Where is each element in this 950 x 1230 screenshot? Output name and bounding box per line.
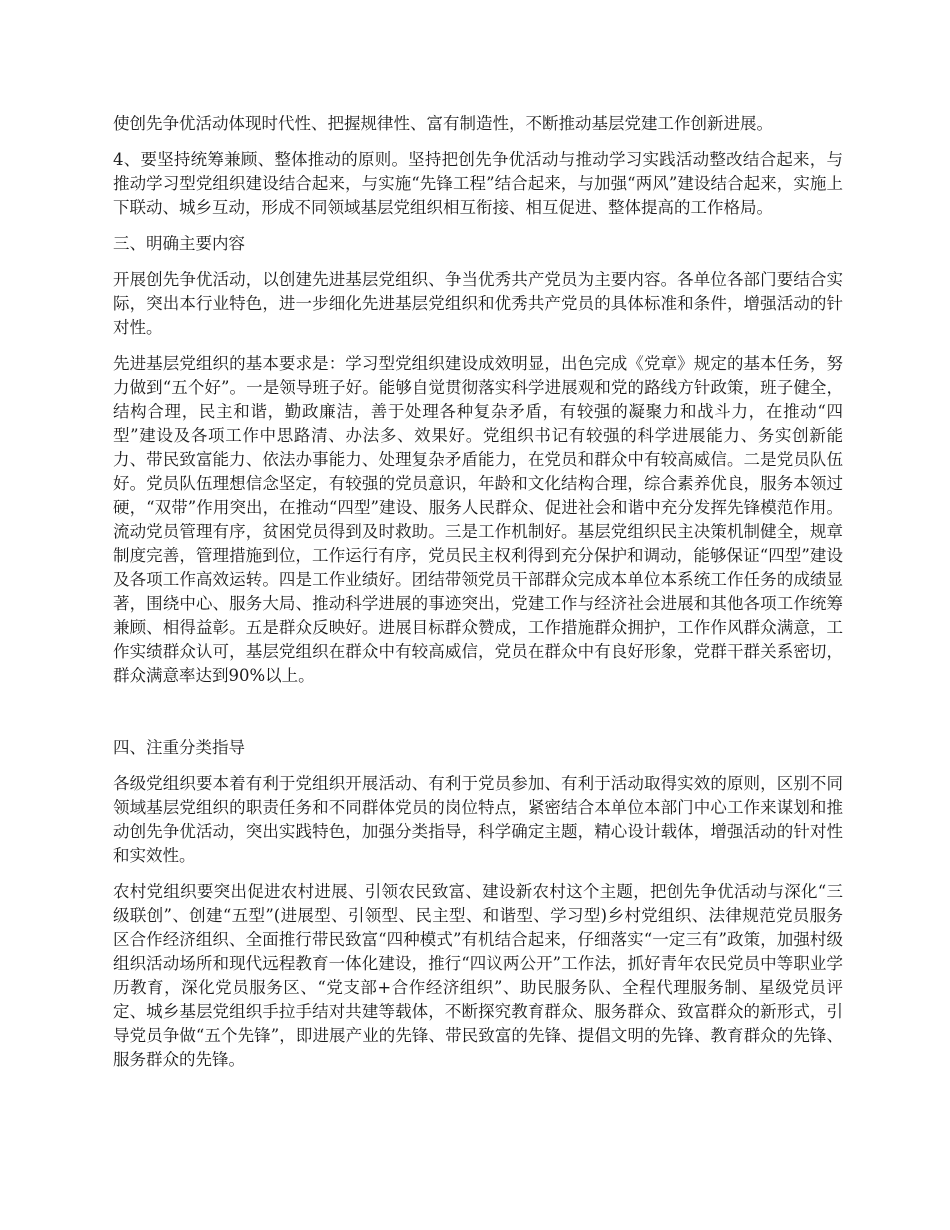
section-heading-4: 四、注重分类指导: [113, 738, 245, 757]
paragraph-principle-4: 4、要坚持统筹兼顾、整体推动的原则。坚持把创先争优活动与推动学习实践活动整改结合起来，与推动学习型党组织建设结合起来，与实施“先锋工程”结合起来，与加强“两风”建设结合起来，实施上下联动、城乡互动，形成不同领域基层党组织相互衔接、相互促进、整体提高的工作格局。: [113, 150, 843, 217]
paragraph-main-content: 开展创先争优活动，以创建先进基层党组织、争当优秀共产党员为主要内容。各单位各部门要结合实际，突出本行业特色，进一步细化先进基层党组织和优秀共产党员的具体标准和条件，增强活动的针对性。: [113, 270, 843, 337]
paragraph-classified-guidance: 各级党组织要本着有利于党组织开展活动、有利于党员参加、有利于活动取得实效的原则，区别不同领域基层党组织的职责任务和不同群体党员的岗位特点，紧密结合本单位本部门中心工作来谋划和推动创先争优活动，突出实践特色，加强分类指导，科学确定主题，精心设计载体，增强活动的针对性和实效性。: [113, 774, 843, 865]
section-heading-3: 三、明确主要内容: [113, 234, 245, 253]
paragraph-basic-requirements: 先进基层党组织的基本要求是：学习型党组织建设成效明显，出色完成《党章》规定的基本任务，努力做到“五个好”。一是领导班子好。能够自觉贯彻落实科学进展观和党的路线方针政策，班子健全，结构合理，民主和谐，勤政廉洁，善于处理各种复杂矛盾，有较强的凝聚力和战斗力，在推动“四型”建设及各项工作中思路清、办法多、效果好。党组织书记有较强的科学进展能力、务实创新能力、带民致富能力、依法办事能力、处理复杂矛盾能力，在党员和群众中有较高威信。二是党员队伍好。党员队伍理想信念坚定，有较强的党员意识，年龄和文化结构合理，综合素养优良，服务本领过硬，“双带”作用突出，在推动“四型”建设、服务人民群众、促进社会和谐中充分发挥先锋模范作用。流动党员管理有序，贫困党员得到及时救助。三是工作机制好。基层党组织民主决策机制健全，规章制度完善，管理措施到位，工作运行有序，党员民主权利得到充分保护和调动，能够保证“四型”建设及各项工作高效运转。四是工作业绩好。团结带领党员干部群众完成本单位本系统工作任务的成绩显著，围绕中心、服务大局、推动科学进展的事迹突出，党建工作与经济社会进展和其他各项工作统筹兼顾、相得益彰。五是群众反映好。进展目标群众赞成，工作措施群众拥护，工作作风群众满意，工作实绩群众认可，基层党组织在群众中有较高威信，党员在群众中有良好形象，党群干群关系密切，群众满意率达到90%以上。: [113, 354, 843, 685]
paragraph-intro-continuation: 使创先争优活动体现时代性、把握规律性、富有制造性，不断推动基层党建工作创新进展。: [113, 114, 773, 133]
paragraph-rural-party-organizations: 农村党组织要突出促进农村进展、引领农民致富、建设新农村这个主题，把创先争优活动与深化“三级联创”、创建“五型”(进展型、引领型、民主型、和谐型、学习型)乡村党组织、法律规范党员服务区合作经济组织、全面推行带民致富“四种模式”有机结合起来，仔细落实“一定三有”政策，加强村级组织活动场所和现代远程教育一体化建设，推行“四议两公开”工作法，抓好青年农民党员中等职业学历教育，深化党员服务区、“党支部+合作经济组织”、助民服务队、全程代理服务制、星级党员评定、城乡基层党组织手拉手结对共建等载体，不断探究教育群众、服务群众、致富群众的新形式，引导党员争做“五个先锋”，即进展产业的先锋、带民致富的先锋、提倡文明的先锋、教育群众的先锋、服务群众的先锋。: [113, 882, 843, 1069]
document-body: [113, 112, 843, 1084]
blank-spacer: [113, 700, 843, 736]
